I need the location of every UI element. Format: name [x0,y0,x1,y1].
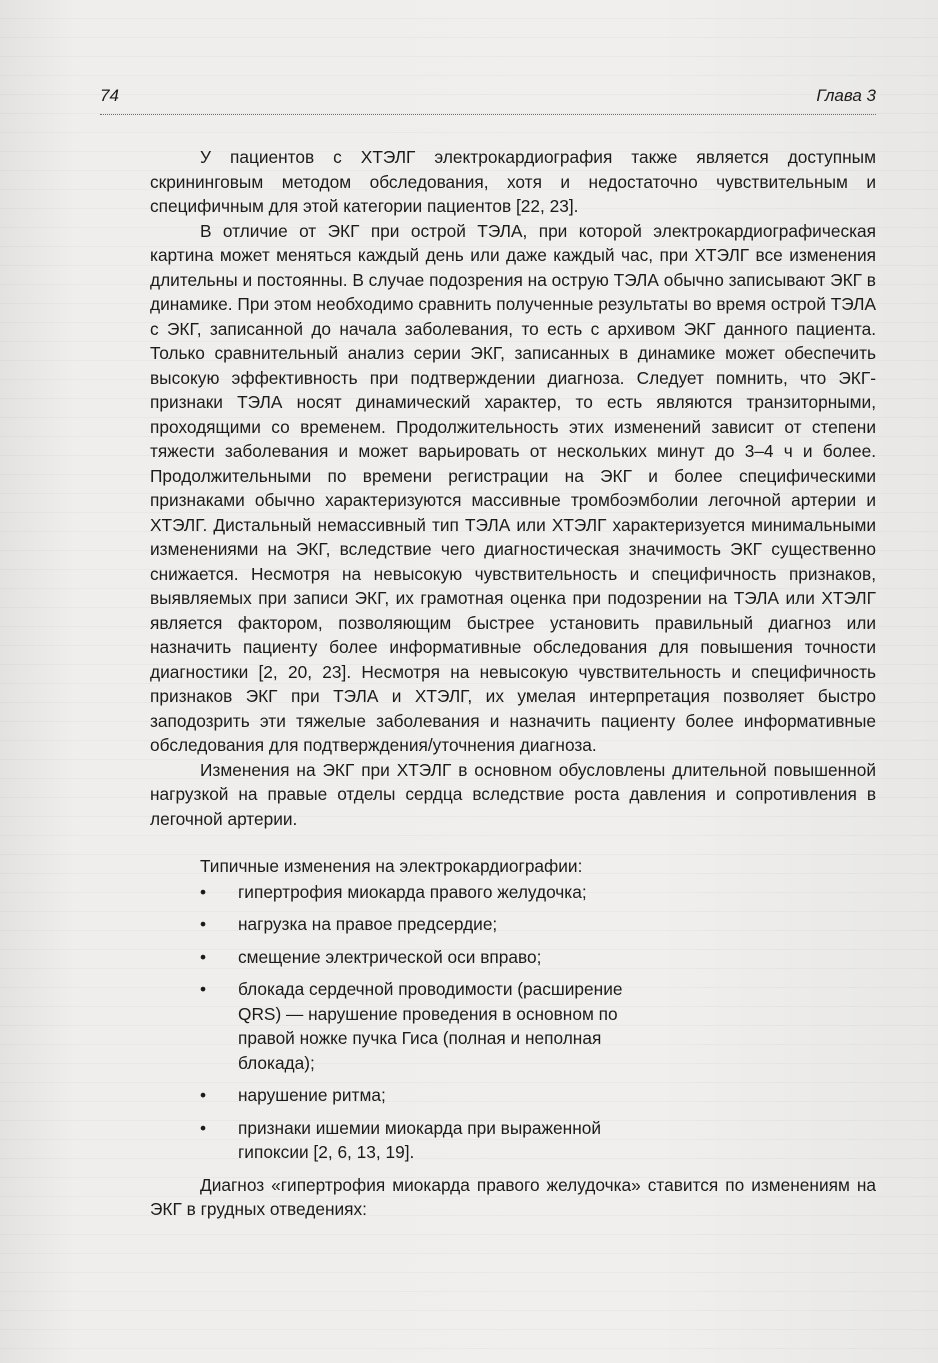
running-header [100,84,876,115]
paragraph-ecg-dynamics: В отличие от ЭКГ при острой ТЭЛА, при которой электрокардиографическая картина может меняться каждый день или даже каждый час, при ХТЭЛГ все изменения длительны и постоянны. В случае подозрения на острую ТЭЛА обычно записывают ЭКГ в динамике. При этом необходимо сравнить полученные результаты во время острой ТЭЛА с ЭКГ, записанной до начала заболевания, то есть с архивом ЭКГ данного пациента. Только сравнительный анализ серии ЭКГ, записанных в динамике может обеспечить высокую эффективность при подтверждении диагноза. Следует помнить, что ЭКГ-признаки ТЭЛА носят динамический характер, то есть являются транзиторными, проходящими со временем. Продолжительность этих изменений зависит от степени тяжести заболевания и может варьировать от нескольких минут до 3–4 ч и более. Продолжительными по времени регистрации на ЭКГ и более специфическими признаками обычно характеризуются массивные тромбоэмболии легочной артерии и ХТЭЛГ. Дистальный немассивный тип ТЭЛА или ХТЭЛГ характеризуется минимальными изменениями на ЭКГ, вследствие чего диагностическая значимость ЭКГ существенно снижается. Несмотря на невысокую чувствительность и специфичность признаков, выявляемых при записи ЭКГ, их грамотная оценка при подозрении на ТЭЛА или ХТЭЛГ является фактором, позволяющим быстрее установить правильный диагноз или назначить пациенту более информативные обследования для повышения точности диагностики [2, 20, 23]. Несмотря на невысокую чувствительность и специфичность признаков ЭКГ при ТЭЛА и ХТЭЛГ, их умелая интерпретация позволяет быстро заподозрить эти тяжелые заболевания и назначить пациенту более информативные обследования для подтверждения/уточнения диагноза. [150,220,876,755]
page-number: 74 [100,86,119,105]
list-item [150,1083,876,1108]
bullet-marker: • [200,1117,207,1138]
bullet-marker: • [200,914,207,934]
paragraph-hypertrophy-diagnosis: Диагноз «гипертрофия миокарда правого желудочка» ставится по изменениям на ЭКГ в грудных отведениях: [150,1174,876,1219]
list-intro: Типичные изменения на электрокардиографии: [200,856,583,876]
list-item [150,912,876,937]
bullet-marker: • [200,979,207,999]
chapter-title: Глава 3 [816,86,876,105]
list-item-text: гипертрофия миокарда правого желудочка; [238,881,587,902]
list-item-text: нарушение ритма; [238,1085,386,1105]
bullet-marker: • [200,946,207,967]
list-item-text: нагрузка на правое предсердие; [238,914,498,934]
list-item [150,977,876,1075]
bullet-marker: • [200,881,207,902]
list-item-text: признаки ишемии миокарда при выраженной гипоксии [2, 6, 13, 19]. [238,1117,602,1162]
list-item-text: блокада сердечной проводимости (расширение QRS) — нарушение проведения в основном по правой ножке пучка Гиса (полная и неполная блокада); [238,979,623,1073]
list-item [150,880,876,905]
ecg-changes-list [150,880,876,1165]
list-item [150,1116,876,1165]
main-text [150,145,876,1222]
list-item [150,945,876,970]
paragraph-ecg-changes: Изменения на ЭКГ при ХТЭЛГ в основном обусловлены длительной повышенной нагрузкой на правые отделы сердца вследствие роста давления и сопротивления в легочной артерии. [150,759,876,829]
paragraph-ecg-screening: У пациентов с ХТЭЛГ электрокардиография также является доступным скрининговым методом обследования, хотя и недостаточно чувствительным и специфичным для этой категории пациентов [22, 23]. [150,147,876,216]
list-item-text: смещение электрической оси вправо; [238,946,542,967]
bullet-marker: • [200,1085,207,1105]
